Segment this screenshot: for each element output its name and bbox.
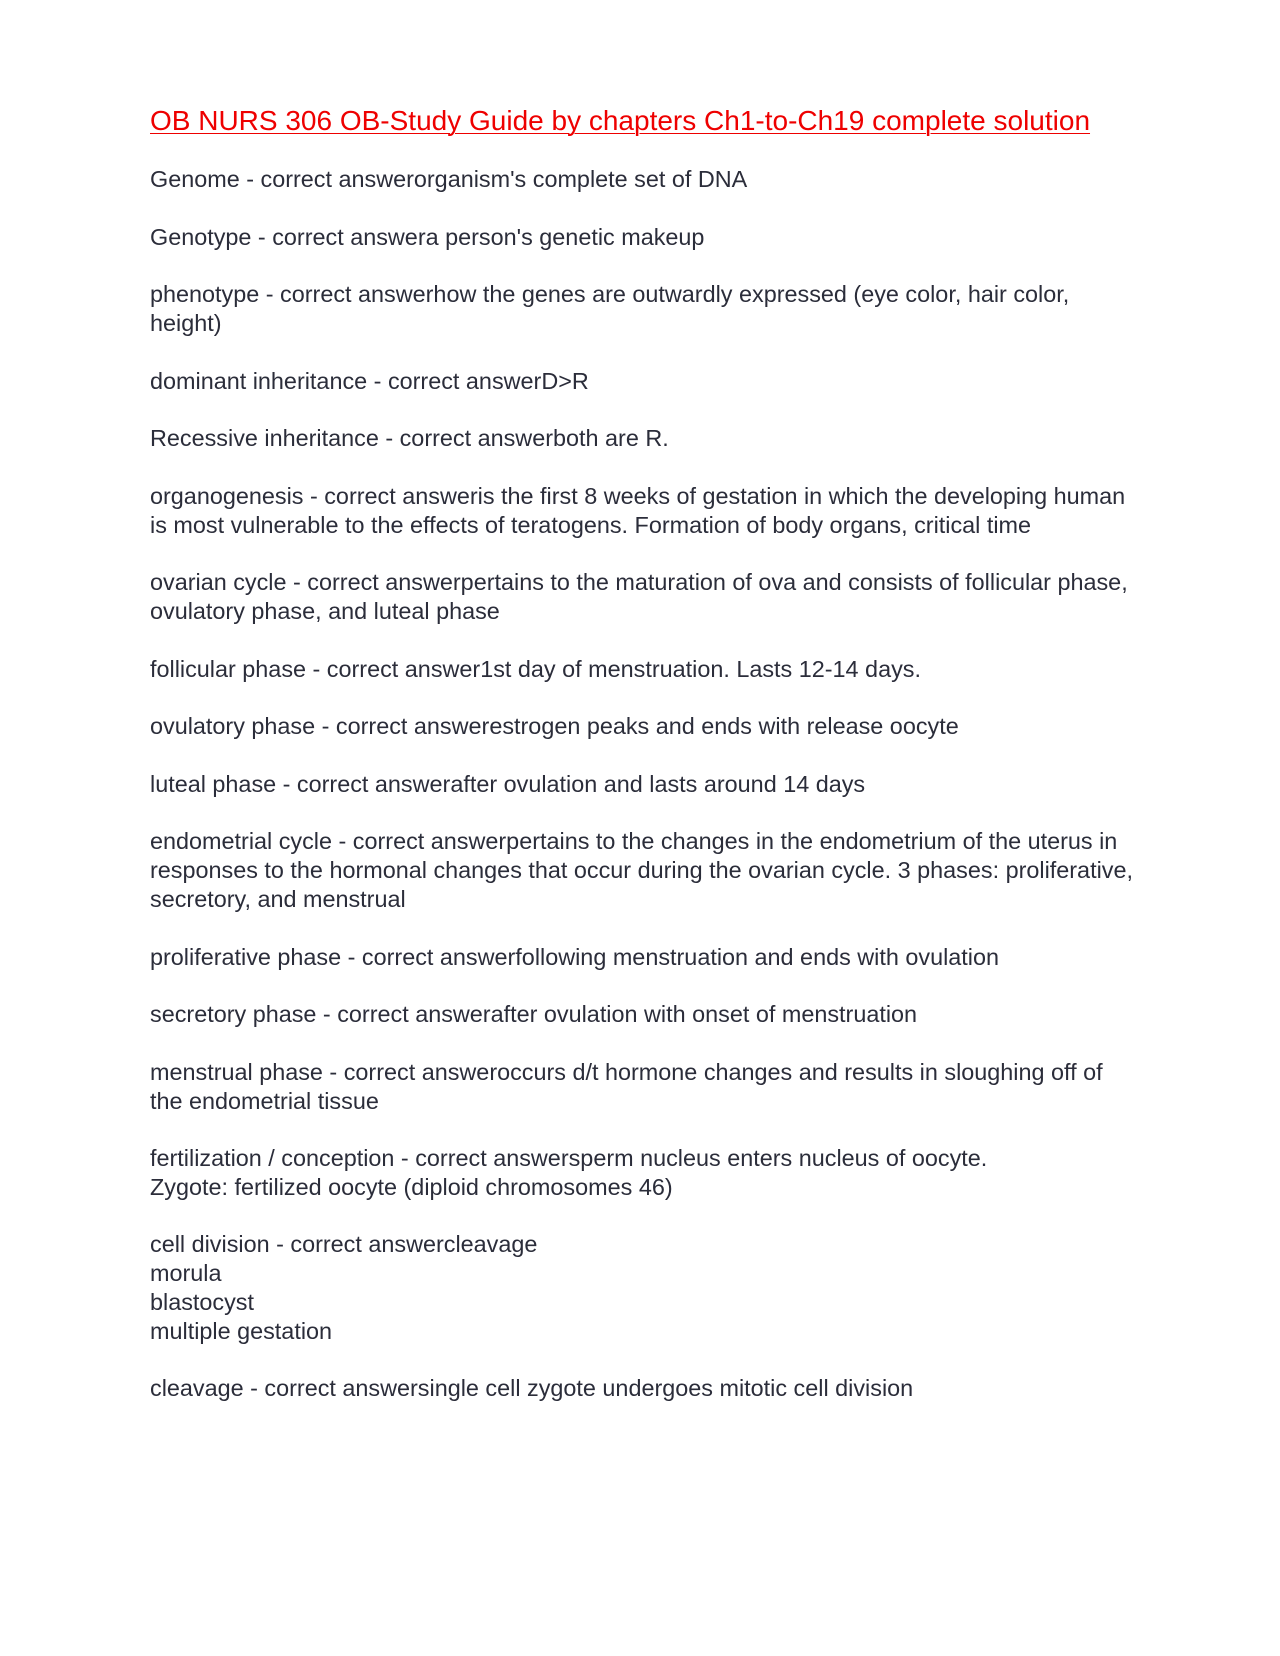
entry-menstrual-phase: menstrual phase - correct answeroccurs d/t hormone changes and results in sloughing off of the endometrial tissue xyxy=(150,1058,1103,1114)
entry-genotype: Genotype - correct answera person's genetic makeup xyxy=(150,223,705,250)
entry-ovulatory-phase: ovulatory phase - correct answerestrogen peaks and ends with release oocyte xyxy=(150,713,959,740)
entry-cell-division-blastocyst: blastocyst xyxy=(150,1289,255,1316)
entry-cell-division-line-1: cell division - correct answercleavage xyxy=(150,1231,538,1258)
entry-endometrial-cycle: endometrial cycle - correct answerpertains to the changes in the endometrium of the uterus in responses to the hormonal changes that occur during the ovarian cycle. 3 phases: proliferative, secretory, and menstrual xyxy=(150,828,1133,912)
entry-fertilization xyxy=(150,1144,1135,1202)
document-content xyxy=(150,104,1135,1432)
entry-genome: Genome - correct answerorganism's complete set of DNA xyxy=(150,166,748,192)
document-title-link[interactable]: OB NURS 306 OB-Study Guide by chapters Ch1-to-Ch19 complete solution xyxy=(150,105,1091,136)
entry-luteal-phase: luteal phase - correct answerafter ovulation and lasts around 14 days xyxy=(150,770,866,797)
entry-fertilization-line-1: fertilization / conception - correct answersperm nucleus enters nucleus of oocyte. xyxy=(150,1145,988,1172)
entry-cleavage: cleavage - correct answersingle cell zygote undergoes mitotic cell division xyxy=(150,1375,914,1402)
entry-ovarian-cycle: ovarian cycle - correct answerpertains to the maturation of ova and consists of follicular phase, ovulatory phase, and luteal phase xyxy=(150,569,1128,624)
entry-cell-division-morula: morula xyxy=(150,1260,222,1287)
entry-cell-division-multiple-gestation: multiple gestation xyxy=(150,1317,333,1344)
entry-dominant-inheritance: dominant inheritance - correct answerD>R xyxy=(150,367,589,394)
entry-proliferative-phase: proliferative phase - correct answerfollowing menstruation and ends with ovulation xyxy=(150,943,1000,970)
entry-organogenesis: organogenesis - correct answeris the first 8 weeks of gestation in which the developing human is most vulnerable to the effects of teratogens. Formation of body organs, critical time xyxy=(150,482,1126,538)
entry-follicular-phase: follicular phase - correct answer1st day of menstruation. Lasts 12-14 days. xyxy=(150,655,921,682)
entry-secretory-phase: secretory phase - correct answerafter ovulation with onset of menstruation xyxy=(150,1001,918,1028)
entry-phenotype: phenotype - correct answerhow the genes are outwardly expressed (eye color, hair color, height) xyxy=(150,281,1070,336)
entry-recessive-inheritance: Recessive inheritance - correct answerboth are R. xyxy=(150,425,669,452)
entry-cell-division xyxy=(150,1230,1135,1345)
entry-fertilization-line-2: Zygote: fertilized oocyte (diploid chromosomes 46) xyxy=(150,1173,673,1200)
